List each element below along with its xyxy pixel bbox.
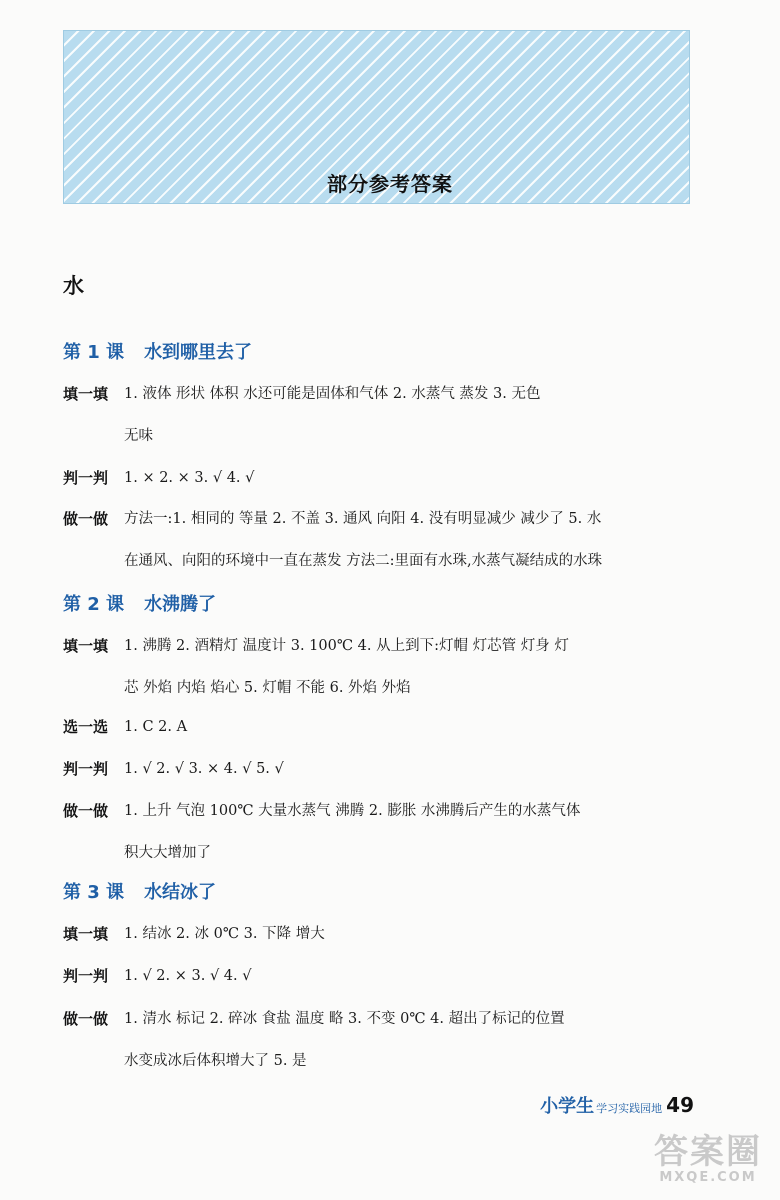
- page-number: 49: [666, 1093, 694, 1117]
- lesson-heading-2: [63, 590, 216, 616]
- brand-logo-text: 小学生: [540, 1096, 595, 1117]
- answer-text: 1. 液体 形状 体积 水还可能是固体和气体 2. 水蒸气 蒸发 3. 无色: [124, 386, 541, 402]
- answer-text: 方法一:1. 相同的 等量 2. 不盖 3. 通风 向阳 4. 没有明显减少 减少了 5. 水: [124, 511, 602, 527]
- brand-subtitle: 学习实践园地: [596, 1102, 663, 1115]
- page-footer: [540, 1092, 694, 1118]
- question-type-label: 做一做: [63, 510, 109, 528]
- answer-text-continued: 无味: [124, 428, 153, 444]
- lesson-number: 第 1 课: [63, 342, 125, 363]
- answer-text: 1. C 2. A: [124, 719, 188, 735]
- answer-text: 1. √ 2. √ 3. × 4. √ 5. √: [124, 761, 284, 777]
- lesson-title: 水结冰了: [144, 882, 217, 903]
- answer-text: 1. 上升 气泡 100℃ 大量水蒸气 沸腾 2. 膨胀 水沸腾后产生的水蒸气体: [124, 803, 581, 819]
- lesson-number: 第 3 课: [63, 882, 125, 903]
- unit-title: 水: [63, 274, 84, 298]
- question-type-label: 填一填: [63, 637, 109, 655]
- answer-text: 1. √ 2. × 3. √ 4. √: [124, 968, 252, 984]
- answer-text-continued: 积大大增加了: [124, 845, 211, 861]
- answer-text-continued: 芯 外焰 内焰 焰心 5. 灯帽 不能 6. 外焰 外焰: [124, 680, 411, 696]
- lesson-number: 第 2 课: [63, 594, 125, 615]
- answer-text: 1. 清水 标记 2. 碎冰 食盐 温度 略 3. 不变 0℃ 4. 超出了标记的位置: [124, 1011, 565, 1027]
- question-type-label: 填一填: [63, 925, 109, 943]
- question-type-label: 选一选: [63, 718, 109, 736]
- question-type-label: 判一判: [63, 967, 109, 985]
- lesson-heading-1: [63, 338, 252, 364]
- answer-text: 1. 结冰 2. 冰 0℃ 3. 下降 增大: [124, 926, 325, 942]
- lesson-heading-3: [63, 878, 216, 904]
- question-type-label: 做一做: [63, 802, 109, 820]
- watermark-url: MXQE.COM: [659, 1170, 757, 1186]
- answer-text: 1. × 2. × 3. √ 4. √: [124, 470, 255, 486]
- question-type-label: 填一填: [63, 385, 109, 403]
- lesson-title: 水到哪里去了: [144, 342, 253, 363]
- answer-text: 1. 沸腾 2. 酒精灯 温度计 3. 100℃ 4. 从上到下:灯帽 灯芯管 灯身 灯: [124, 638, 569, 654]
- answer-text-continued: 水变成冰后体积增大了 5. 是: [124, 1053, 307, 1069]
- question-type-label: 做一做: [63, 1010, 109, 1028]
- question-type-label: 判一判: [63, 469, 109, 487]
- banner-title: 部分参考答案: [327, 172, 453, 196]
- watermark-text: 答案圈: [654, 1132, 762, 1172]
- question-type-label: 判一判: [63, 760, 109, 778]
- watermark: [654, 1134, 762, 1186]
- answer-text-continued: 在通风、向阳的环境中一直在蒸发 方法二:里面有水珠,水蒸气凝结成的水珠: [124, 553, 603, 569]
- lesson-title: 水沸腾了: [144, 594, 217, 615]
